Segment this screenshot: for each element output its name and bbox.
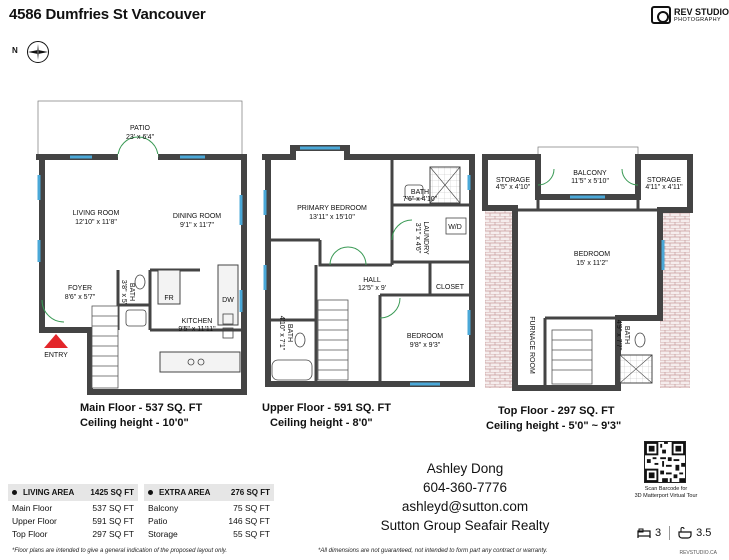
extra-area-total: 276 SQ FT bbox=[230, 488, 270, 497]
patio-label: PATIO bbox=[130, 125, 150, 132]
top-floor-ceiling: Ceiling height - 5'0" ~ 9'3" bbox=[486, 420, 622, 432]
brand-footer: REVSTUDIO.CA bbox=[679, 550, 717, 556]
balcony-label: BALCONY bbox=[573, 170, 607, 177]
balcony-dim: 11'5" x 5'10" bbox=[571, 178, 609, 185]
bath-top-dim: 4'9" x 7'7" bbox=[615, 319, 622, 351]
bedroom-upper-dim: 9'8" x 9'3" bbox=[409, 342, 441, 349]
baths-count: 3.5 bbox=[696, 527, 712, 539]
hall-dim: 12'5" x 9' bbox=[357, 285, 387, 292]
patio-dim: 23' x 6'4" bbox=[125, 134, 155, 141]
foyer-dim: 8'6" x 5'7" bbox=[64, 294, 96, 301]
entry-label: ENTRY bbox=[44, 352, 68, 359]
upper-floor-plan bbox=[262, 148, 472, 384]
agent-contact bbox=[370, 459, 560, 535]
laundry-label: LAUNDRY bbox=[422, 221, 429, 255]
north-label: N bbox=[12, 46, 18, 55]
bed-icon bbox=[637, 527, 651, 539]
bedroom-upper-label: BEDROOM bbox=[406, 333, 444, 340]
entry-arrow bbox=[44, 334, 68, 348]
bath-upper-dim: 7'6" x 4'10" bbox=[402, 196, 438, 203]
furnace-room-label: FURNACE ROOM bbox=[528, 316, 535, 374]
qr-code-icon[interactable] bbox=[644, 441, 686, 483]
footnote-layout: *Floor plans are intended to give a general indication of the proposed layout only. bbox=[12, 548, 228, 554]
laundry-dim: 3'1" x 4'6" bbox=[414, 222, 421, 254]
agent-name: Ashley Dong bbox=[426, 461, 504, 476]
bath-upper2-dim: 4'10" x 7'1" bbox=[278, 315, 285, 351]
storage-right-label: STORAGE bbox=[646, 177, 682, 184]
storage-left-dim: 4'5" x 4'10" bbox=[495, 184, 531, 191]
agent-phone[interactable]: 604-360-7776 bbox=[422, 480, 508, 495]
main-floor-plan bbox=[36, 101, 244, 392]
agent-company: Sutton Group Seafair Realty bbox=[380, 518, 550, 533]
kitchen-label: KITCHEN bbox=[181, 318, 213, 325]
qr-caption: Scan Barcode for 3D Matterport Virtual Tour bbox=[634, 486, 698, 499]
table-row: Upper Floor 591 SQ FT bbox=[12, 515, 134, 526]
top-floor-title: Top Floor - 297 SQ. FT bbox=[498, 405, 615, 417]
bath-main-label: BATH bbox=[128, 282, 135, 302]
logo-tagline: PHOTOGRAPHY bbox=[674, 17, 722, 23]
dining-room-label: DINING ROOM bbox=[172, 213, 222, 220]
extra-area-header: EXTRA AREA bbox=[159, 488, 211, 497]
foyer-label: FOYER bbox=[67, 285, 93, 292]
living-area-header: LIVING AREA bbox=[23, 488, 75, 497]
closet-label: CLOSET bbox=[435, 284, 465, 291]
bedroom-top-dim: 15' x 11'2" bbox=[576, 260, 608, 267]
kitchen-dim: 9'5" x 11'11" bbox=[178, 326, 216, 333]
main-floor-ceiling: Ceiling height - 10'0" bbox=[80, 417, 189, 429]
agent-email[interactable]: ashleyd@sutton.com bbox=[401, 499, 529, 514]
main-floor-title: Main Floor - 537 SQ. FT bbox=[80, 402, 203, 414]
dishwasher-label: DW bbox=[222, 297, 234, 304]
washer-dryer-label: W/D bbox=[448, 224, 462, 231]
main-stairs bbox=[92, 306, 118, 388]
bath-upper2-label: BATH bbox=[286, 323, 293, 343]
extra-area-table bbox=[144, 484, 274, 540]
logo-name: REV STUDIO bbox=[674, 7, 729, 17]
bullet-icon bbox=[12, 490, 17, 495]
page-title: 4586 Dumfries St Vancouver bbox=[9, 6, 206, 23]
table-row: Main Floor 537 SQ FT bbox=[12, 502, 134, 513]
primary-bedroom-label: PRIMARY BEDROOM bbox=[297, 205, 367, 212]
upper-floor-title: Upper Floor - 591 SQ. FT bbox=[262, 402, 391, 414]
bedroom-top-label: BEDROOM bbox=[573, 251, 611, 258]
bathtub-icon bbox=[678, 527, 692, 539]
bath-top-label: BATH bbox=[623, 325, 630, 345]
storage-left-label: STORAGE bbox=[495, 177, 531, 184]
bed-bath-stats bbox=[637, 524, 711, 542]
fridge-label: FR bbox=[164, 295, 174, 302]
primary-bedroom-dim: 13'11" x 15'10" bbox=[309, 214, 355, 221]
bath-main-dim: 3'8" x 5' bbox=[120, 279, 127, 305]
storage-right-dim: 4'11" x 4'11" bbox=[645, 184, 683, 191]
beds-count: 3 bbox=[655, 527, 662, 539]
living-room-dim: 12'10" x 11'8" bbox=[75, 219, 117, 226]
table-row: Balcony 75 SQ FT bbox=[148, 502, 270, 513]
hall-label: HALL bbox=[363, 277, 381, 284]
table-row: Storage 55 SQ FT bbox=[148, 528, 270, 539]
bath-upper-label: BATH bbox=[410, 189, 430, 196]
table-row: Patio 146 SQ FT bbox=[148, 515, 270, 526]
footnote-dimensions: *All dimensions are not guaranteed, not intended to form part any contract or warranty. bbox=[318, 548, 548, 554]
living-room-label: LIVING ROOM bbox=[72, 210, 120, 217]
living-area-total: 1425 SQ FT bbox=[90, 488, 134, 497]
bullet-icon bbox=[148, 490, 153, 495]
dining-room-dim: 9'1" x 11'7" bbox=[180, 222, 214, 229]
living-area-table bbox=[8, 484, 138, 540]
upper-floor-ceiling: Ceiling height - 8'0" bbox=[270, 417, 373, 429]
divider bbox=[669, 526, 670, 540]
table-row: Top Floor 297 SQ FT bbox=[12, 528, 134, 539]
